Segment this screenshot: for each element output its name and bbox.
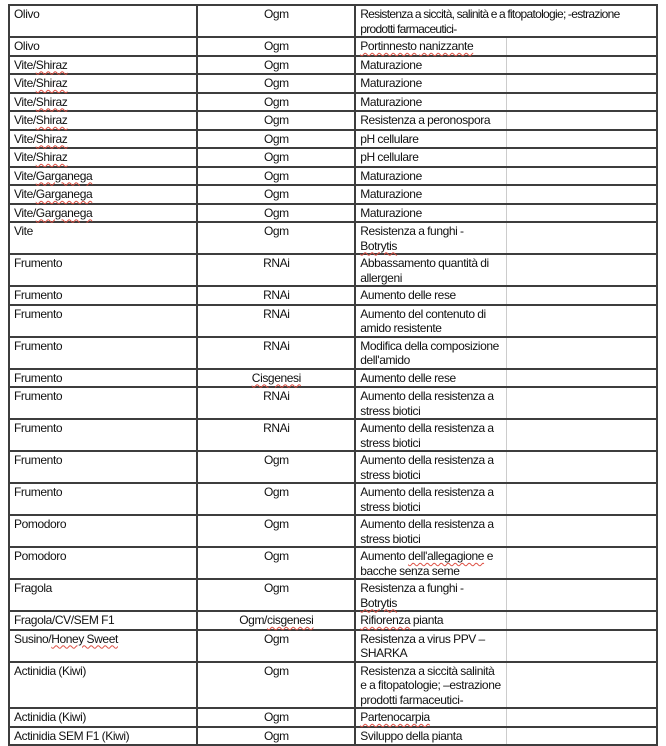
text-run: Vite/ [14, 76, 36, 90]
cell-trait [355, 515, 506, 547]
text-run: Pomodoro [14, 517, 67, 531]
cell-trait [355, 254, 506, 286]
text-run: Ogm [263, 168, 289, 183]
cell-empty [506, 254, 657, 286]
table-row [9, 167, 657, 186]
gmo-table-body [9, 5, 657, 745]
text-run: Maturazione [360, 187, 422, 201]
cell-technique [197, 451, 355, 483]
gmo-crops-table [8, 4, 658, 746]
text-run: Ogm [263, 549, 289, 563]
cell-trait [355, 111, 506, 130]
cell-crop [9, 286, 197, 305]
table-row [9, 419, 657, 451]
cell-crop [9, 148, 197, 167]
cell-crop [9, 662, 197, 709]
text-run: pH cellulare [360, 131, 419, 146]
text-run: Maturazione [360, 94, 422, 109]
text-run: Fragola/CV/SEM F1 [14, 613, 115, 627]
table-row [9, 5, 657, 37]
cell-empty [506, 662, 657, 709]
cell-empty [506, 369, 657, 388]
text-run: RNAi [263, 389, 290, 403]
table-row [9, 387, 657, 419]
cell-empty [506, 630, 657, 662]
text-run: Maturazione [360, 57, 422, 72]
text-run: Ogm [263, 150, 289, 164]
cell-technique [197, 547, 355, 579]
table-row [9, 579, 657, 611]
cell-crop [9, 611, 197, 630]
cell-crop [9, 111, 197, 130]
cell-trait [355, 204, 506, 223]
text-run: Ogm [263, 39, 289, 53]
cell-trait [355, 222, 506, 254]
text-run: Vite/ [14, 168, 36, 183]
text-run: RNAi [263, 338, 290, 353]
text-run: Actinidia (Kiwi) [14, 663, 86, 678]
text-run: Fragola [14, 581, 52, 595]
text-run: Aumento della resistenza a stress biotici [360, 485, 494, 514]
misspelled-word: Garganega [35, 187, 93, 201]
text-run: Ogm [263, 57, 289, 72]
cell-trait [355, 286, 506, 305]
table-row [9, 37, 657, 56]
table-row [9, 547, 657, 579]
text-run: Olivo [14, 7, 40, 21]
text-run: pianta [410, 613, 444, 627]
misspelled-word: Shiraz [35, 94, 68, 109]
cell-empty [506, 547, 657, 579]
text-run: Ogm [263, 205, 289, 220]
cell-trait [355, 483, 506, 515]
cell-empty [506, 167, 657, 186]
cell-trait [355, 547, 506, 579]
cell-empty [506, 579, 657, 611]
cell-empty [506, 222, 657, 254]
misspelled-word: Shiraz [35, 76, 68, 90]
text-run: Resistenza a virus PPV – SHARKA [360, 631, 485, 660]
misspelled-word: Rifiorenza [360, 613, 411, 627]
text-run: Ogm [263, 485, 289, 499]
text-run: Ogm [263, 131, 289, 146]
cell-empty [506, 483, 657, 515]
cell-crop [9, 93, 197, 112]
cell-empty [506, 93, 657, 112]
text-run: Resistenza a peronospora [360, 113, 491, 127]
text-run: Ogm [263, 7, 289, 21]
misspelled-word: Shiraz [35, 113, 68, 127]
cell-crop [9, 222, 197, 254]
cell-empty [506, 337, 657, 369]
cell-technique [197, 419, 355, 451]
cell-crop [9, 204, 197, 223]
text-run: Vite/ [14, 113, 36, 127]
text-run: Frumento [14, 338, 63, 353]
cell-trait [355, 579, 506, 611]
text-run: Pomodoro [14, 549, 67, 563]
cell-crop [9, 5, 197, 37]
text-run: Maturazione [360, 205, 422, 220]
table-row [9, 483, 657, 515]
text-run: Frumento [14, 256, 63, 270]
text-run: Resistenza a funghi - [360, 224, 464, 238]
misspelled-word: Garganega [35, 205, 93, 220]
cell-technique [197, 630, 355, 662]
cell-empty [506, 204, 657, 223]
text-run: Frumento [14, 421, 63, 435]
cell-technique [197, 662, 355, 709]
cell-empty [506, 56, 657, 75]
cell-trait [355, 727, 506, 746]
cell-crop [9, 630, 197, 662]
misspelled-word: Shiraz [35, 57, 68, 72]
text-run: RNAi [263, 306, 290, 321]
table-row [9, 630, 657, 662]
cell-trait [355, 419, 506, 451]
table-row [9, 369, 657, 388]
misspelled-word: Partenocarpia [360, 710, 430, 724]
cell-empty [506, 611, 657, 630]
text-run: Ogm [263, 663, 289, 678]
cell-technique [197, 130, 355, 149]
text-run: Ogm [263, 224, 289, 238]
cell-trait [355, 93, 506, 112]
misspelled-word: Cisgenesi [251, 370, 301, 385]
text-run: Ogm [263, 581, 289, 595]
misspelled-word: Botrytis [360, 238, 398, 253]
text-run: Actinidia (Kiwi) [14, 710, 86, 724]
cell-crop [9, 387, 197, 419]
table-row [9, 305, 657, 337]
table-row [9, 111, 657, 130]
table-row [9, 337, 657, 369]
misspelled-word: cisgenesi [267, 613, 314, 627]
cell-crop [9, 74, 197, 93]
cell-empty [506, 148, 657, 167]
text-run: Maturazione [360, 76, 422, 90]
table-row [9, 708, 657, 727]
table-row [9, 451, 657, 483]
misspelled-word: Honey Sweet [51, 631, 118, 646]
cell-technique [197, 37, 355, 56]
cell-crop [9, 727, 197, 746]
cell-technique [197, 167, 355, 186]
cell-empty [506, 74, 657, 93]
misspelled-word: Botrytis [360, 595, 398, 610]
text-run: Ogm [263, 76, 289, 90]
text-run: Frumento [14, 288, 63, 302]
text-run: Ogm [263, 728, 289, 743]
table-row [9, 130, 657, 149]
cell-trait [355, 662, 506, 709]
cell-crop [9, 369, 197, 388]
cell-technique [197, 222, 355, 254]
cell-trait [355, 74, 506, 93]
text-run: Aumento della resistenza a stress biotici [360, 517, 494, 546]
cell-crop [9, 483, 197, 515]
cell-technique [197, 5, 355, 37]
cell-trait [355, 56, 506, 75]
cell-technique [197, 254, 355, 286]
cell-crop [9, 56, 197, 75]
table-row [9, 611, 657, 630]
cell-crop [9, 337, 197, 369]
text-run: Vite/ [14, 205, 36, 220]
cell-technique [197, 305, 355, 337]
text-run: Olivo [14, 39, 40, 53]
cell-empty [506, 727, 657, 746]
table-row [9, 148, 657, 167]
text-run: Ogm [263, 94, 289, 109]
misspelled-word: Garganega [35, 168, 93, 183]
text-run: Ogm [263, 453, 289, 467]
cell-empty [506, 515, 657, 547]
text-run: Aumento della resistenza a stress biotici [360, 421, 494, 450]
cell-technique [197, 515, 355, 547]
text-run: Frumento [14, 306, 63, 321]
text-run: Aumento del contenuto di amido resistente [360, 306, 486, 335]
table-row [9, 74, 657, 93]
cell-trait [355, 451, 506, 483]
cell-technique [197, 483, 355, 515]
misspelled-word: dell'allegagione [408, 549, 485, 563]
text-run: Vite/ [14, 57, 36, 72]
text-run: Vite/ [14, 94, 36, 109]
table-row [9, 93, 657, 112]
cell-empty [506, 708, 657, 727]
cell-crop [9, 419, 197, 451]
cell-empty [506, 305, 657, 337]
cell-empty [506, 130, 657, 149]
cell-technique [197, 148, 355, 167]
cell-technique [197, 579, 355, 611]
misspelled-word: Portinnesto [360, 39, 417, 53]
table-row [9, 515, 657, 547]
text-run: RNAi [263, 421, 290, 435]
misspelled-word: Shiraz [35, 150, 68, 164]
table-row [9, 185, 657, 204]
cell-empty [506, 185, 657, 204]
text-run: Resistenza a funghi - [360, 581, 464, 595]
cell-technique [197, 727, 355, 746]
cell-trait [355, 130, 506, 149]
table-row [9, 727, 657, 746]
text-run: Ogm [263, 187, 289, 201]
text-run: Vite/ [14, 187, 36, 201]
cell-technique [197, 56, 355, 75]
cell-trait [355, 185, 506, 204]
text-run: Resistenza a siccità, salinità e a fitopatologie; -estrazione prodotti farmaceutici- [360, 7, 620, 36]
cell-technique [197, 111, 355, 130]
table-row [9, 254, 657, 286]
cell-technique [197, 337, 355, 369]
cell-crop [9, 130, 197, 149]
cell-trait [355, 167, 506, 186]
text-run: Modifica della composizione dell'amido [360, 338, 499, 367]
cell-technique [197, 204, 355, 223]
table-row [9, 286, 657, 305]
table-row [9, 662, 657, 709]
cell-technique [197, 611, 355, 630]
text-run: RNAi [263, 288, 290, 302]
cell-trait [355, 611, 506, 630]
text-run: Frumento [14, 370, 63, 385]
text-run: Vite [14, 224, 33, 238]
text-run: e bacche senza seme [360, 549, 493, 578]
cell-empty [506, 451, 657, 483]
text-run: Ogm [263, 113, 289, 127]
cell-trait [355, 5, 657, 37]
text-run: RNAi [263, 256, 290, 270]
text-run: Aumento [360, 549, 409, 563]
cell-technique [197, 93, 355, 112]
text-run: Vite/ [14, 131, 36, 146]
cell-crop [9, 547, 197, 579]
cell-technique [197, 286, 355, 305]
text-run: Ogm [263, 710, 289, 724]
text-run: Frumento [14, 485, 63, 499]
cell-trait [355, 37, 506, 56]
text-run: Aumento della resistenza a stress biotici [360, 453, 494, 482]
cell-crop [9, 305, 197, 337]
text-run: Aumento della resistenza a stress biotici [360, 389, 494, 418]
cell-technique [197, 708, 355, 727]
cell-empty [506, 111, 657, 130]
table-row [9, 56, 657, 75]
misspelled-word: nanizzante [419, 39, 474, 53]
text-run: Frumento [14, 389, 63, 403]
misspelled-word: Shiraz [35, 131, 68, 146]
cell-empty [506, 419, 657, 451]
table-row [9, 204, 657, 223]
text-run: Ogm [263, 517, 289, 531]
text-run: Abbassamento quantità di allergeni [360, 256, 489, 285]
text-run: Aumento delle rese [360, 370, 456, 385]
cell-empty [506, 387, 657, 419]
cell-empty [506, 37, 657, 56]
text-run: Frumento [14, 453, 63, 467]
cell-trait [355, 708, 506, 727]
cell-crop [9, 37, 197, 56]
cell-crop [9, 579, 197, 611]
text-run: Aumento delle rese [360, 288, 456, 302]
cell-trait [355, 305, 506, 337]
cell-technique [197, 185, 355, 204]
text-run: Actinidia SEM F1 (Kiwi) [14, 728, 130, 743]
cell-crop [9, 451, 197, 483]
cell-crop [9, 708, 197, 727]
text-run: Ogm/ [239, 613, 267, 627]
text-run: Sviluppo della pianta [360, 728, 462, 743]
cell-technique [197, 74, 355, 93]
text-run: pH cellulare [360, 150, 419, 164]
text-run: Resistenza a siccità salinità e a fitopatologie; –estrazione prodotti farmaceutici- [360, 663, 501, 707]
cell-crop [9, 167, 197, 186]
cell-crop [9, 515, 197, 547]
text-run: Vite/ [14, 150, 36, 164]
cell-trait [355, 337, 506, 369]
text-run: Maturazione [360, 168, 422, 183]
text-run: Ogm [263, 631, 289, 646]
cell-trait [355, 369, 506, 388]
cell-trait [355, 630, 506, 662]
cell-technique [197, 369, 355, 388]
cell-crop [9, 185, 197, 204]
cell-trait [355, 387, 506, 419]
cell-trait [355, 148, 506, 167]
text-run: Susino/ [14, 631, 52, 646]
cell-technique [197, 387, 355, 419]
cell-empty [506, 286, 657, 305]
cell-crop [9, 254, 197, 286]
table-row [9, 222, 657, 254]
